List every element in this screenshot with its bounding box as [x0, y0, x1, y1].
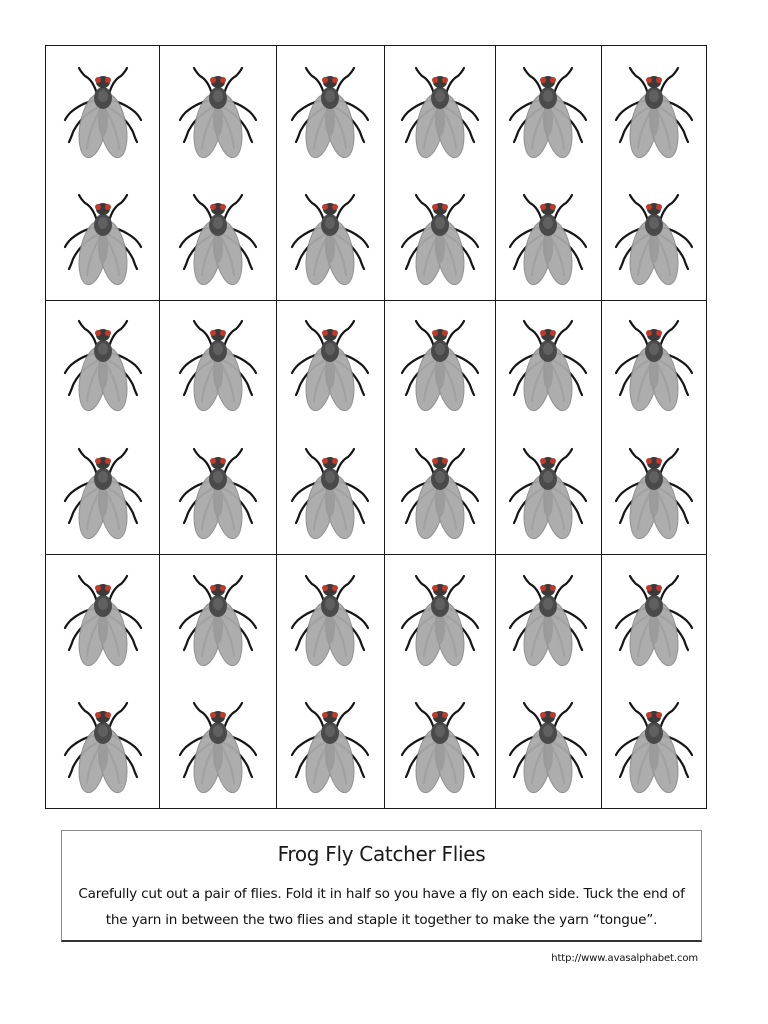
fly-icon	[502, 185, 594, 293]
cut-line-horizontal	[46, 300, 706, 301]
fly-icon	[394, 185, 486, 293]
fly-icon	[284, 311, 376, 419]
fly-icon	[284, 439, 376, 547]
fly-icon	[172, 185, 264, 293]
fly-icon	[502, 439, 594, 547]
fly-icon	[394, 311, 486, 419]
cut-line-vertical	[159, 46, 160, 808]
fly-icon	[284, 693, 376, 801]
cut-line-vertical	[601, 46, 602, 808]
fly-icon	[502, 311, 594, 419]
fly-icon	[284, 185, 376, 293]
fly-icon	[502, 58, 594, 166]
fly-icon	[172, 58, 264, 166]
fly-icon	[172, 693, 264, 801]
fly-icon	[394, 58, 486, 166]
fly-icon	[608, 439, 700, 547]
cut-line-horizontal	[46, 554, 706, 555]
fly-icon	[608, 566, 700, 674]
sheet-title: Frog Fly Catcher Flies	[277, 842, 486, 866]
fly-icon	[57, 185, 149, 293]
fly-icon	[608, 693, 700, 801]
fly-icon	[57, 693, 149, 801]
fly-icon	[172, 311, 264, 419]
fly-icon	[284, 58, 376, 166]
fly-icon	[502, 566, 594, 674]
fly-icon	[57, 439, 149, 547]
fly-icon	[57, 566, 149, 674]
cut-line-vertical	[384, 46, 385, 808]
fly-icon	[394, 566, 486, 674]
fly-icon	[172, 566, 264, 674]
cut-line-vertical	[276, 46, 277, 808]
fly-icon	[172, 439, 264, 547]
fly-icon	[394, 693, 486, 801]
fly-icon	[502, 693, 594, 801]
instructions-text: Carefully cut out a pair of flies. Fold it in half so you have a fly on each side. Tuck the end of the yarn in between the two flies and staple it together to make the yarn “tongue”.	[78, 886, 685, 928]
fly-icon	[394, 439, 486, 547]
fly-icon	[608, 58, 700, 166]
source-url: http://www.avasalphabet.com	[551, 953, 698, 964]
fly-icon	[57, 58, 149, 166]
fly-icon	[57, 311, 149, 419]
instructions-box	[61, 830, 702, 942]
cut-line-vertical	[495, 46, 496, 808]
fly-icon	[608, 311, 700, 419]
fly-icon	[284, 566, 376, 674]
fly-icon	[608, 185, 700, 293]
fly-cutout-grid	[45, 45, 707, 809]
